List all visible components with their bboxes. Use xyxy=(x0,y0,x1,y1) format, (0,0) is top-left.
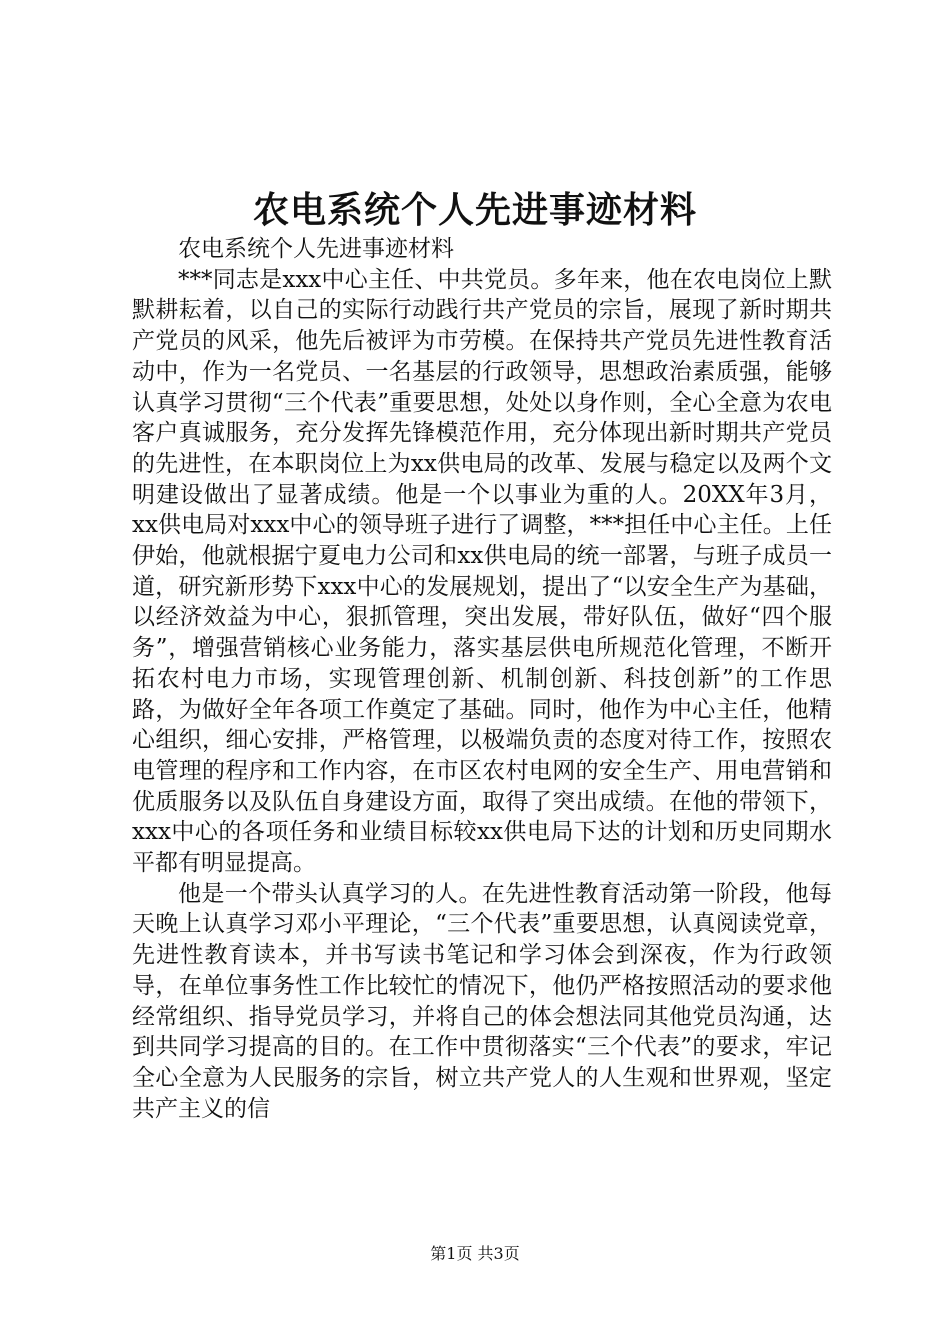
paragraph: ***同志是xxx中心主任、中共党员。多年来，他在农电岗位上默默耕耘着，以自己的实际行动践行共产党员的宗旨，展现了新时期共产党员的风采，他先后被评为市劳模。在保持共产党员先进性教育活动中，作为一名党员、一名基层的行政领导，思想政治素质强，能够认真学习贯彻“三个代表”重要思想，处处以身作则，全心全意为农电客户真诚服务，充分发挥先锋模范作用，充分体现出新时期共产党员的先进性，在本职岗位上为xx供电局的改革、发展与稳定以及两个文明建设做出了显著成绩。他是一个以事业为重的人。20XX年3月，xx供电局对xxx中心的领导班子进行了调整，***担任中心主任。上任伊始，他就根据宁夏电力公司和xx供电局的统一部署，与班子成员一道，研究新形势下xxx中心的发展规划，提出了“以安全生产为基础，以经济效益为中心，狠抓管理，突出发展，带好队伍，做好“四个服务”，增强营销核心业务能力，落实基层供电所规范化管理，不断开拓农村电力市场，实现管理创新、机制创新、科技创新”的工作思路，为做好全年各项工作奠定了基础。同时，他作为中心主任，他精心组织，细心安排，严格管理，以极端负责的态度对待工作，按照农电管理的程序和工作内容，在市区农村电网的安全生产、用电营销和优质服务以及队伍自身建设方面，取得了突出成绩。在他的带领下，xxx中心的各项任务和业绩目标较xx供电局下达的计划和历史同期水平都有明显提高。 xyxy=(132,266,832,877)
paragraph-subtitle: 农电系统个人先进事迹材料 xyxy=(178,236,454,262)
document-title: 农电系统个人先进事迹材料 xyxy=(252,189,697,231)
page-number-footer: 第1页 共3页 xyxy=(430,1244,520,1263)
document-body xyxy=(132,234,832,1124)
paragraph: 他是一个带头认真学习的人。在先进性教育活动第一阶段，他每天晚上认真学习邓小平理论，“三个代表”重要思想，认真阅读党章，先进性教育读本，并书写读书笔记和学习体会到深夜，作为行政领导，在单位事务性工作比较忙的情况下，他仍严格按照活动的要求他经常组织、指导党员学习，并将自己的体会想法同其他党员沟通，达到共同学习提高的目的。在工作中贯彻落实“三个代表”的要求，牢记全心全意为人民服务的宗旨，树立共产党人的人生观和世界观，坚定共产主义的信 xyxy=(132,880,832,1122)
